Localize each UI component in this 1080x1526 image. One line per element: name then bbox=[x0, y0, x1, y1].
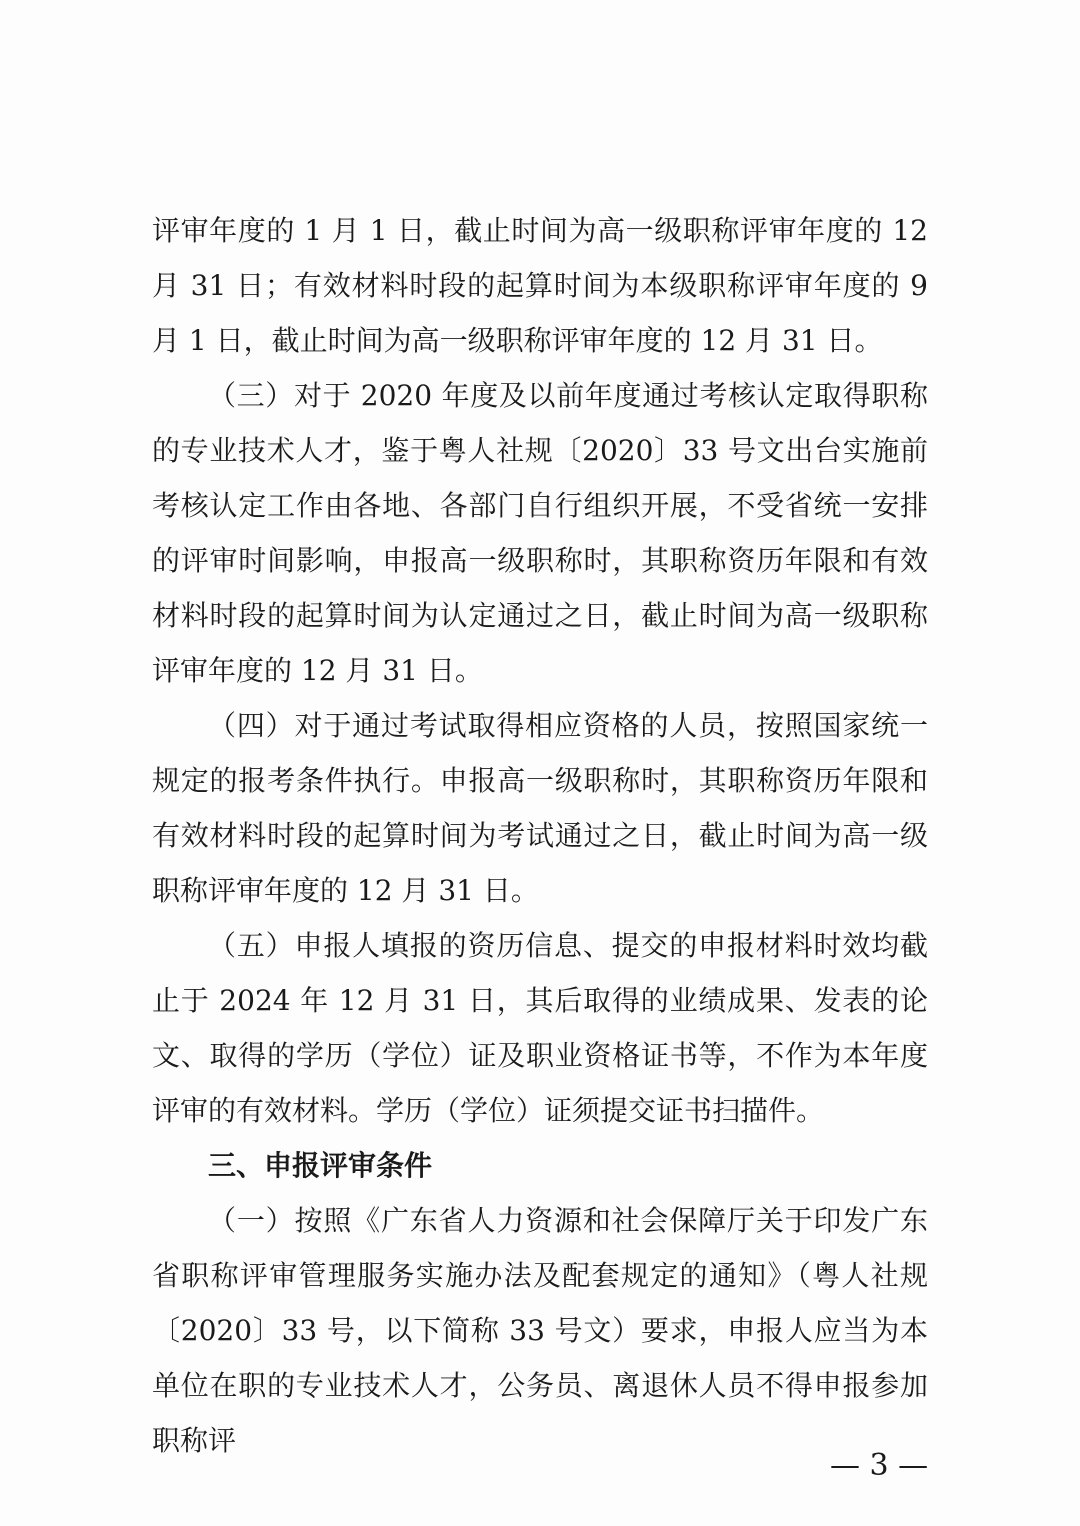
paragraph-continuation: 评审年度的 1 月 1 日，截止时间为高一级职称评审年度的 12 月 31 日；有效材料时段的起算时间为本级职称评审年度的 9 月 1 日，截止时间为高一级职称评审年度的 12 月 31 日。 bbox=[152, 214, 928, 357]
section-paragraph-1: （一）按照《广东省人力资源和社会保障厅关于印发广东省职称评审管理服务实施办法及配套规定的通知》（粤人社规〔2020〕33 号，以下简称 33 号文）要求，申报人应当为本单位在职的专业技术人才，公务员、离退休人员不得申报参加职称评 bbox=[152, 1204, 928, 1457]
document-body bbox=[152, 203, 928, 1468]
paragraph-item-5: （五）申报人填报的资历信息、提交的申报材料时效均截止于 2024 年 12 月 31 日，其后取得的业绩成果、发表的论文、取得的学历（学位）证及职业资格证书等，不作为本年度评审的有效材料。学历（学位）证须提交证书扫描件。 bbox=[152, 929, 928, 1127]
paragraph-item-4: （四）对于通过考试取得相应资格的人员，按照国家统一规定的报考条件执行。申报高一级职称时，其职称资历年限和有效材料时段的起算时间为考试通过之日，截止时间为高一级职称评审年度的 12 月 31 日。 bbox=[152, 709, 928, 907]
page-number: — 3 — bbox=[830, 1448, 929, 1483]
section-heading: 三、申报评审条件 bbox=[208, 1149, 433, 1182]
paragraph-item-3: （三）对于 2020 年度及以前年度通过考核认定取得职称的专业技术人才，鉴于粤人社规〔2020〕33 号文出台实施前考核认定工作由各地、各部门自行组织开展，不受省统一安排的评审时间影响，申报高一级职称时，其职称资历年限和有效材料时段的起算时间为认定通过之日，截止时间为高一级职称评审年度的 12 月 31 日。 bbox=[152, 379, 928, 687]
